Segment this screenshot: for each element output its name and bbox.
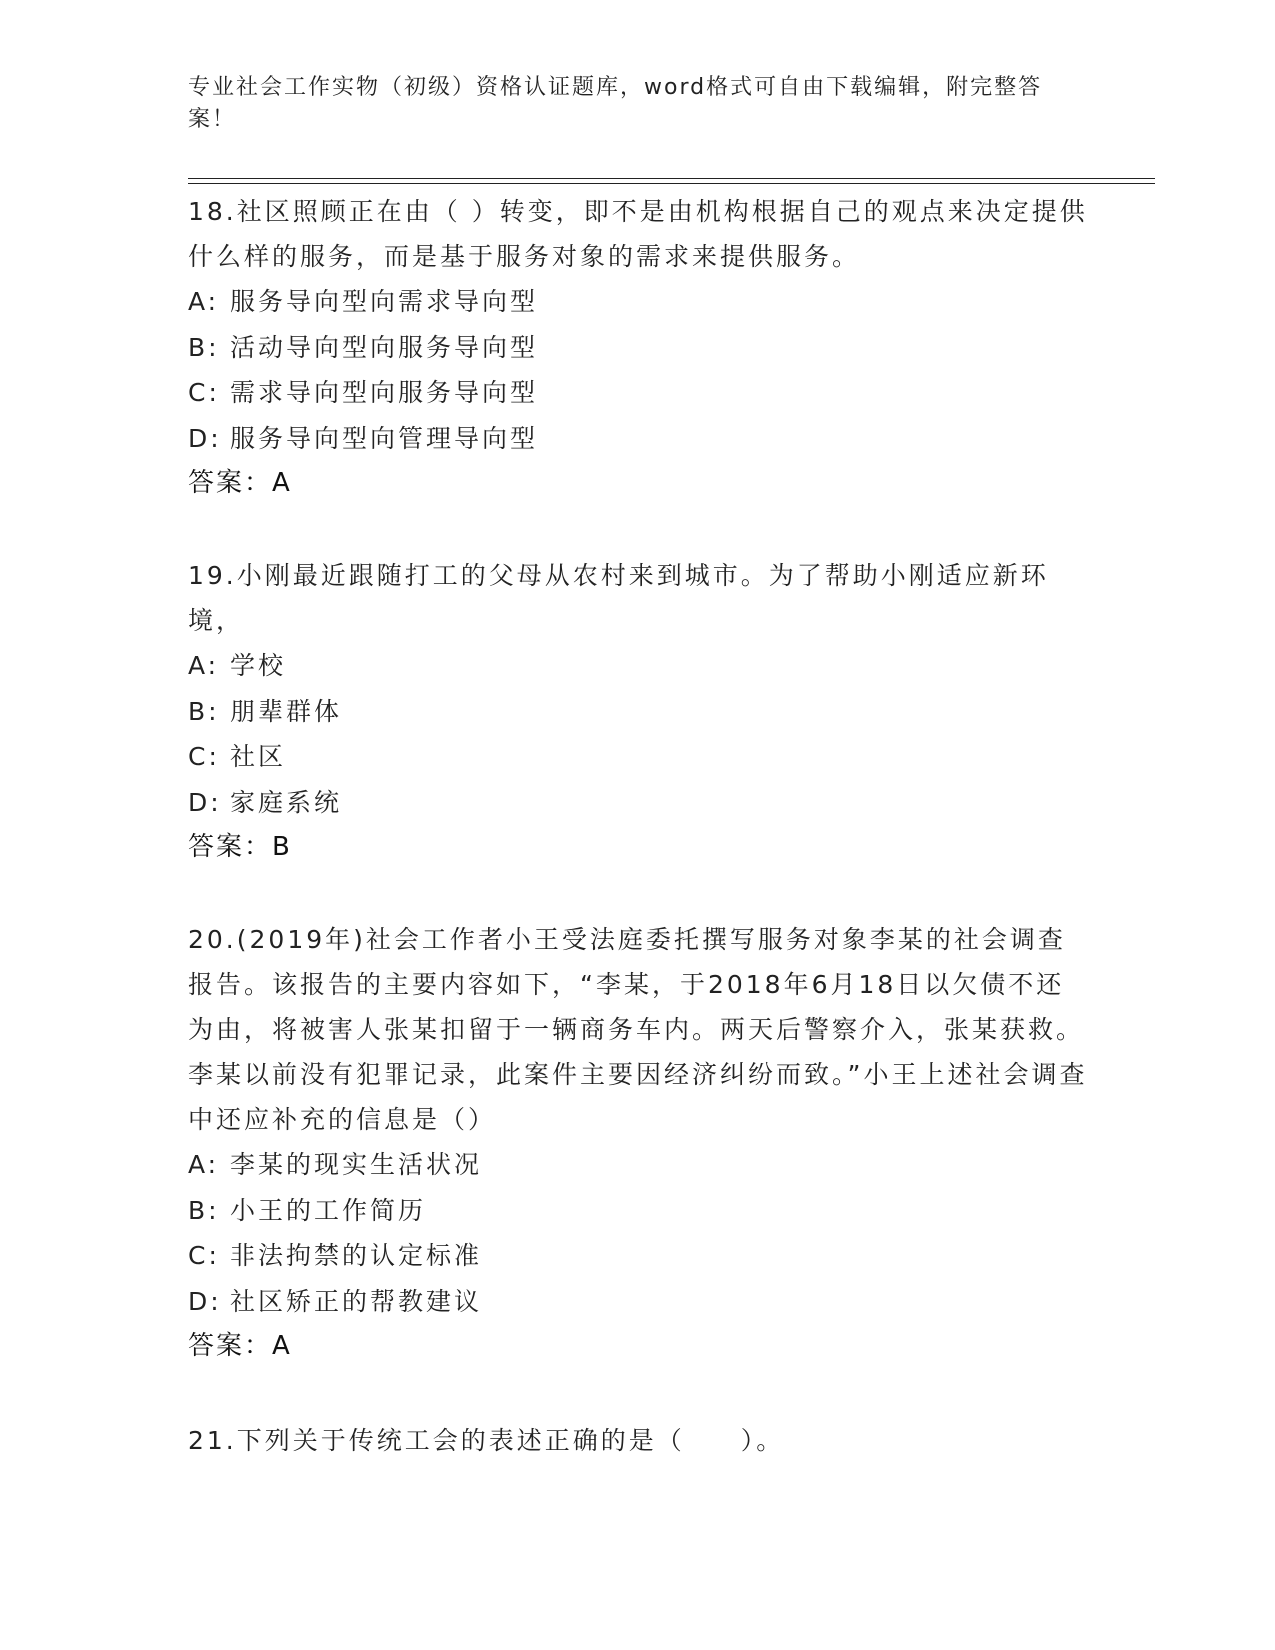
option-d: D: 服务导向型向管理导向型: [188, 423, 539, 453]
question-stem: 20.(2019年)社会工作者小王受法庭委托撰写服务对象李某的社会调查报告。该报告的主要内容如下，“李某，于2018年6月18日以欠债不还为由，将被害人张某扣留于一辆商务车内。两天后警察介入，张某获救。李某以前没有犯罪记录，此案件主要因经济纠纷而致。”小王上述社会调查中还应补充的信息是（）: [188, 925, 1088, 1134]
option-a: A: 服务导向型向需求导向型: [188, 287, 539, 316]
option-a: A: 学校: [188, 651, 287, 680]
question-18: [188, 189, 1088, 506]
answer-label: 答案：A: [188, 468, 292, 498]
option-a: A: 李某的现实生活状况: [188, 1150, 483, 1179]
option-b: B: 朋辈群体: [188, 696, 343, 726]
answer-label: 答案：B: [188, 832, 292, 862]
option-c: C: 非法拘禁的认定标准: [188, 1241, 483, 1270]
question-stem: 18.社区照顾正在由（ ）转变，即不是由机构根据自己的观点来决定提供什么样的服务，而是基于服务对象的需求来提供服务。: [188, 197, 1088, 271]
option-b: B: 活动导向型向服务导向型: [188, 332, 539, 362]
option-b: B: 小王的工作简历: [188, 1195, 427, 1225]
question-20: [188, 917, 1088, 1369]
option-d: D: 家庭系统: [188, 787, 343, 817]
option-c: C: 需求导向型向服务导向型: [188, 378, 539, 407]
option-d: D: 社区矫正的帮教建议: [188, 1286, 483, 1316]
question-21: [188, 1418, 1088, 1463]
document-header: 专业社会工作实物（初级）资格认证题库，word格式可自由下载编辑，附完整答案！: [188, 75, 1043, 132]
answer-label: 答案：A: [188, 1331, 292, 1361]
option-c: C: 社区: [188, 742, 287, 771]
header-divider-top: [188, 178, 1155, 179]
question-stem: 21.下列关于传统工会的表述正确的是（ ）。: [188, 1426, 785, 1455]
question-19: [188, 553, 1088, 870]
question-stem: 19.小刚最近跟随打工的父母从农村来到城市。为了帮助小刚适应新环境，: [188, 561, 1049, 635]
header-divider-bottom: [188, 183, 1155, 184]
